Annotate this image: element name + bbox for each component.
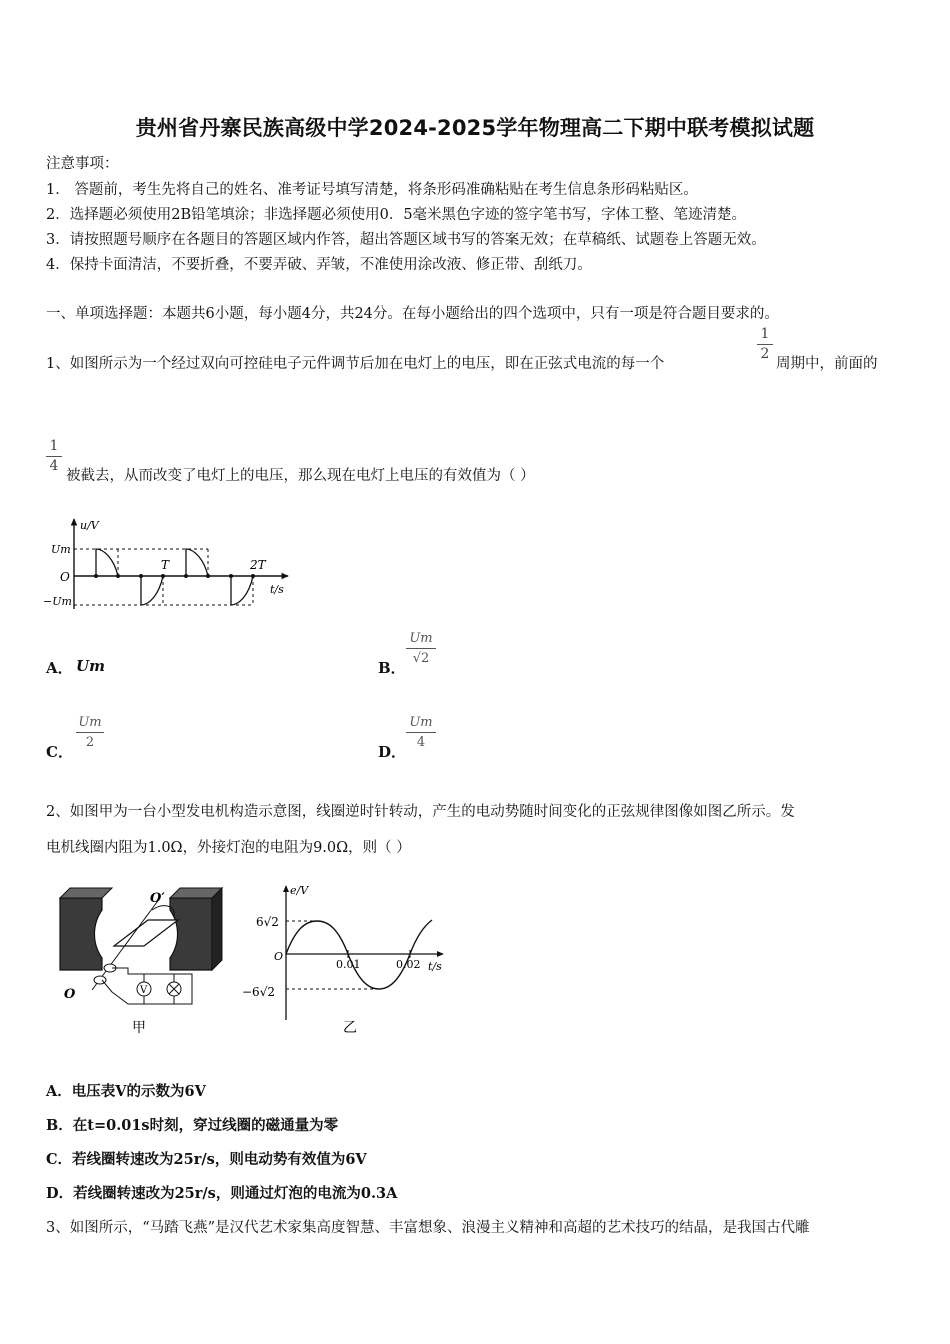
page-title: 贵州省丹寨民族高级中学2024-2025学年物理高二下期中联考模拟试题	[135, 116, 815, 140]
q2-xlabel: t/s	[428, 960, 442, 973]
q1-dot	[139, 574, 143, 578]
q2-magnet-left	[60, 898, 102, 970]
q1-line1-tail: 周期中，前面的	[776, 356, 878, 372]
q2-magnet-right	[170, 898, 212, 970]
q1-dot	[251, 574, 255, 578]
notice-item-1: 1． 答题前，考生先将自己的姓名、准考证号填写清楚，将条形码准确粘贴在考生信息条形码粘贴区。	[46, 182, 698, 198]
q2-coil	[114, 920, 178, 946]
q2-magnet-right-side	[212, 888, 222, 970]
q2-fig-left-caption: 甲	[132, 1020, 146, 1036]
q2-circuit-wire	[102, 980, 128, 1004]
q1-dot	[184, 574, 188, 578]
q1-option-a-text: Um	[76, 657, 105, 675]
q2-voltmeter-label: V	[140, 985, 148, 996]
q1-option-a-label: A．	[46, 659, 73, 677]
notice-item-2: 2．选择题必须使用2B铅笔填涂；非选择题必须使用0．5毫米黑色字迹的签字笔书写，字体工整、笔迹清楚。	[46, 207, 747, 223]
q1-half-den: 2	[760, 346, 770, 362]
q2-o-label: O	[64, 987, 76, 1002]
q2-option-c: C．若线圈转速改为25r/s，则电动势有效值为6V	[46, 1151, 367, 1168]
q3-line1: 3、如图所示，“马踏飞燕”是汉代艺术家集高度智慧、丰富想象、浪漫主义精神和高超的艺术技巧的结晶，是我国古代雕	[46, 1220, 810, 1236]
q1-wave-seg1	[96, 549, 118, 576]
q1-quarter-den: 4	[49, 458, 59, 474]
q1-voltage-graph	[40, 515, 300, 615]
q1-option-c-label: C．	[46, 743, 73, 761]
q1-t-label: T	[161, 558, 170, 572]
section-heading: 一、单项选择题：本题共6小题，每小题4分，共24分。在每小题给出的四个选项中，只有一项是符合题目要求的。	[46, 306, 779, 322]
q2-ylabel: e/V	[290, 884, 309, 897]
notice-heading: 注意事项：	[46, 156, 119, 172]
q1-ylabel: u/V	[80, 519, 99, 532]
q2-fig-right-caption: 乙	[343, 1020, 357, 1036]
q2-magnet-left-top	[60, 888, 112, 898]
q2-option-d: D．若线圈转速改为25r/s，则通过灯泡的电流为0.3A	[46, 1185, 398, 1202]
q2-generator-figure	[52, 880, 237, 1040]
q1-dot	[94, 574, 98, 578]
q1-dot	[161, 574, 165, 578]
q1-wave-seg2	[141, 576, 163, 605]
q1-quarter-num: 1	[49, 438, 59, 454]
q2-option-a: A．电压表V的示数为6V	[46, 1083, 206, 1100]
q1-option-b-num: Um	[409, 631, 433, 646]
q1-wave-seg4	[231, 576, 253, 605]
q1-neg-um-label: −Um	[43, 595, 72, 608]
q1-half-fraction	[757, 326, 773, 363]
q1-option-d-den: 4	[416, 735, 426, 750]
q2-neg-label: −6√2	[242, 985, 275, 999]
q2-origin: O	[274, 950, 284, 963]
q1-option-d-fraction	[406, 714, 436, 751]
q1-origin: O	[60, 570, 70, 584]
q2-x2-label: 0.02	[396, 958, 421, 971]
q1-half-num: 1	[760, 326, 770, 342]
q2-emf-graph	[238, 880, 453, 1040]
q2-option-b: B．在t=0.01s时刻，穿过线圈的磁通量为零	[46, 1117, 339, 1134]
q1-2t-label: 2T	[250, 558, 266, 572]
q1-option-b-label: B．	[378, 659, 406, 677]
q1-option-c-den: 2	[85, 735, 95, 750]
q2-line1: 2、如图甲为一台小型发电机构造示意图，线圈逆时针转动，产生的电动势随时间变化的正弦规律图像如图乙所示。发	[46, 804, 795, 820]
q1-dot	[229, 574, 233, 578]
notice-item-4: 4．保持卡面清洁，不要折叠，不要弄破、弄皱，不准使用涂改液、修正带、刮纸刀。	[46, 257, 592, 273]
q1-dot	[116, 574, 120, 578]
q1-wave-seg3	[186, 549, 208, 576]
q2-line2: 电机线圈内阻为1.0Ω，外接灯泡的电阻为9.0Ω，则（ ）	[46, 840, 411, 856]
q1-line1: 1、如图所示为一个经过双向可控硅电子元件调节后加在电灯上的电压，即在正弦式电流的每一个	[46, 356, 665, 372]
q1-option-b-den: √2	[412, 651, 430, 666]
q1-quarter-fraction	[46, 438, 62, 475]
q1-option-c-fraction	[76, 714, 104, 751]
q1-option-d-num: Um	[409, 715, 433, 730]
q1-option-d-label: D．	[378, 743, 407, 761]
notice-item-3: 3．请按照题号顺序在各题目的答题区域内作答，超出答题区域书写的答案无效；在草稿纸、试题卷上答题无效。	[46, 232, 766, 248]
q2-x1-label: 0.01	[336, 958, 361, 971]
q1-line2: 被截去，从而改变了电灯上的电压，那么现在电灯上电压的有效值为（ ）	[66, 468, 535, 484]
q1-option-c-num: Um	[78, 715, 102, 730]
q2-o-prime: O′	[150, 891, 165, 906]
q1-xlabel: t/s	[270, 583, 284, 596]
q1-dot	[206, 574, 210, 578]
q1-um-label: Um	[51, 543, 71, 556]
q2-pos-label: 6√2	[256, 915, 279, 929]
q1-option-b-fraction	[406, 630, 436, 667]
